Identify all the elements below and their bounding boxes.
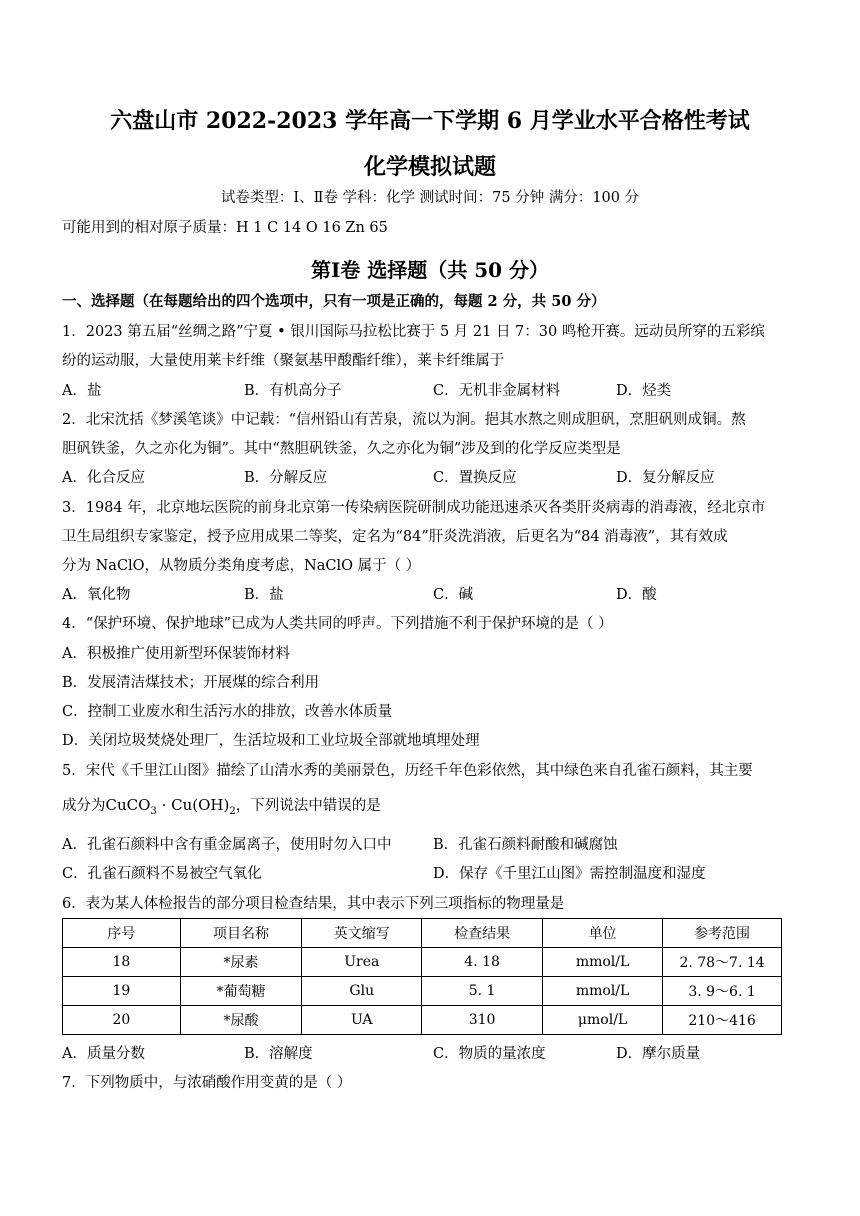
section-title: 第Ⅰ卷 选择题（共 50 分）	[310, 258, 550, 282]
question-2-option-b: B．分解反应	[244, 470, 328, 486]
section-instruction: 一、选择题（在每题给出的四个选项中，只有一项是正确的，每题 2 分，共 50 分）	[62, 293, 606, 310]
table-cell: *尿酸	[180, 1006, 302, 1035]
question-5-option-b: B．孔雀石颜料耐酸和碱腐蚀	[433, 837, 618, 853]
table-header-cell: 检查结果	[422, 919, 543, 948]
question-4-stem: 4．“保护环境、保护地球”已成为人类共同的呼声。下列措施不利于保护环境的是（ ）	[62, 616, 613, 632]
table-cell: *葡萄糖	[180, 977, 302, 1006]
formula-part-cuoh: · Cu(OH)	[156, 796, 230, 814]
question-5-line-2	[62, 795, 381, 822]
lab-results-table	[62, 918, 782, 1035]
question-1-option-c: C．无机非金属材料	[433, 383, 561, 399]
question-1-option-b: B．有机高分子	[244, 383, 342, 399]
table-header-cell: 单位	[543, 919, 663, 948]
question-7-stem: 7．下列物质中，与浓硝酸作用变黄的是（ ）	[62, 1075, 352, 1091]
question-4-option-b: B．发展清洁煤技术；开展煤的综合利用	[62, 675, 320, 691]
table-cell: 5. 1	[422, 977, 543, 1006]
question-4-option-d: D．关闭垃圾焚烧处理厂，生活垃圾和工业垃圾全部就地填埋处理	[62, 733, 480, 749]
table-header-cell: 参考范围	[663, 919, 782, 948]
question-6-option-c: C．物质的量浓度	[433, 1046, 546, 1062]
table-header-cell: 序号	[63, 919, 181, 948]
table-header-cell: 英文缩写	[302, 919, 422, 948]
question-2-option-d: D．复分解反应	[616, 470, 715, 486]
table-header-cell: 项目名称	[180, 919, 302, 948]
question-5-option-c: C．孔雀石颜料不易被空气氧化	[62, 866, 262, 882]
question-1-option-a: A．盐	[62, 383, 102, 399]
question-1-line-1: 1．2023 第五届“丝绸之路”宁夏 • 银川国际马拉松比赛于 5 月 21 日 7：30 鸣枪开赛。远动员所穿的五彩缤	[62, 324, 765, 340]
table-cell: *尿素	[180, 948, 302, 977]
formula-part-cuco: CuCO	[105, 796, 151, 814]
table-cell: Glu	[302, 977, 422, 1006]
table-row	[63, 977, 782, 1006]
formula-subscript-2: 2	[229, 806, 236, 817]
table-cell: 210～416	[663, 1006, 782, 1035]
table-row	[63, 948, 782, 977]
table-cell: Urea	[302, 948, 422, 977]
question-6-stem: 6．表为某人体检报告的部分项目检查结果，其中表示下列三项指标的物理量是	[62, 896, 565, 912]
question-2-option-a: A．化合反应	[62, 470, 145, 486]
question-6-option-d: D．摩尔质量	[616, 1046, 701, 1062]
atomic-mass-line: 可能用到的相对原子质量：H 1 C 14 O 16 Zn 65	[62, 220, 388, 236]
table-cell: mmol/L	[543, 948, 663, 977]
question-5-option-d: D．保存《千里江山图》需控制温度和湿度	[433, 866, 706, 882]
question-3-line-1: 3．1984 年，北京地坛医院的前身北京第一传染病医院研制成功能迅速杀灭各类肝炎病毒的消毒液，经北京市	[62, 500, 766, 516]
question-5-option-a: A．孔雀石颜料中含有重金属离子，使用时勿入口中	[62, 837, 392, 853]
table-cell: mmol/L	[543, 977, 663, 1006]
question-3-line-3: 分为 NaClO，从物质分类角度考虑，NaClO 属于（ ）	[62, 558, 421, 574]
table-cell: 20	[63, 1006, 181, 1035]
question-3-option-b: B．盐	[244, 587, 284, 603]
question-3-line-2: 卫生局组织专家鉴定，授予应用成果二等奖，定名为“84”肝炎洗消液，后更名为“84 消毒液”，其有效成	[62, 529, 728, 545]
table-cell: 4. 18	[422, 948, 543, 977]
table-row	[63, 1006, 782, 1035]
table-header-row	[63, 919, 782, 948]
table-cell: 19	[63, 977, 181, 1006]
table-cell: 18	[63, 948, 181, 977]
question-5-line-2-suffix: ，下列说法中错误的是	[235, 798, 381, 814]
exam-title: 六盘山市 2022-2023 学年高一下学期 6 月学业水平合格性考试	[110, 108, 750, 134]
formula-subscript-3: 3	[150, 806, 157, 817]
question-3-option-d: D．酸	[616, 587, 657, 603]
question-4-option-a: A．积极推广使用新型环保装饰材料	[62, 646, 290, 662]
question-6-option-b: B．溶解度	[244, 1046, 313, 1062]
question-2-line-1: 2．北宋沈括《梦溪笔谈》中记载：“信州铅山有苦泉，流以为涧。挹其水熬之则成胆矾，烹胆矾则成铜。熬	[62, 412, 746, 428]
question-1-line-2: 纷的运动服，大量使用莱卡纤维（聚氨基甲酸酯纤维），莱卡纤维属于	[62, 353, 505, 369]
table-cell: 2. 78～7. 14	[663, 948, 782, 977]
question-5-line-1: 5．宋代《千里江山图》描绘了山清水秀的美丽景色，历经千年色彩依然，其中绿色来自孔雀石颜料，其主要	[62, 763, 753, 779]
question-2-option-c: C．置换反应	[433, 470, 517, 486]
question-5-line-2-prefix: 成分为	[62, 798, 106, 814]
exam-subtitle: 化学模拟试题	[363, 154, 496, 180]
table-cell: UA	[302, 1006, 422, 1035]
malachite-formula	[105, 796, 236, 817]
question-2-line-2: 胆矾铁釜，久之亦化为铜”。其中“熬胆矾铁釜，久之亦化为铜”涉及到的化学反应类型是	[62, 441, 621, 457]
question-3-option-a: A．氧化物	[62, 587, 131, 603]
question-3-option-c: C．碱	[433, 587, 474, 603]
question-1-option-d: D．烃类	[616, 383, 672, 399]
question-4-option-c: C．控制工业废水和生活污水的排放，改善水体质量	[62, 704, 393, 720]
table-cell: 310	[422, 1006, 543, 1035]
question-6-option-a: A．质量分数	[62, 1046, 145, 1062]
exam-info: 试卷类型：Ⅰ、Ⅱ卷 学科：化学 测试时间：75 分钟 满分：100 分	[220, 190, 640, 206]
table-cell: μmol/L	[543, 1006, 663, 1035]
table-cell: 3. 9～6. 1	[663, 977, 782, 1006]
